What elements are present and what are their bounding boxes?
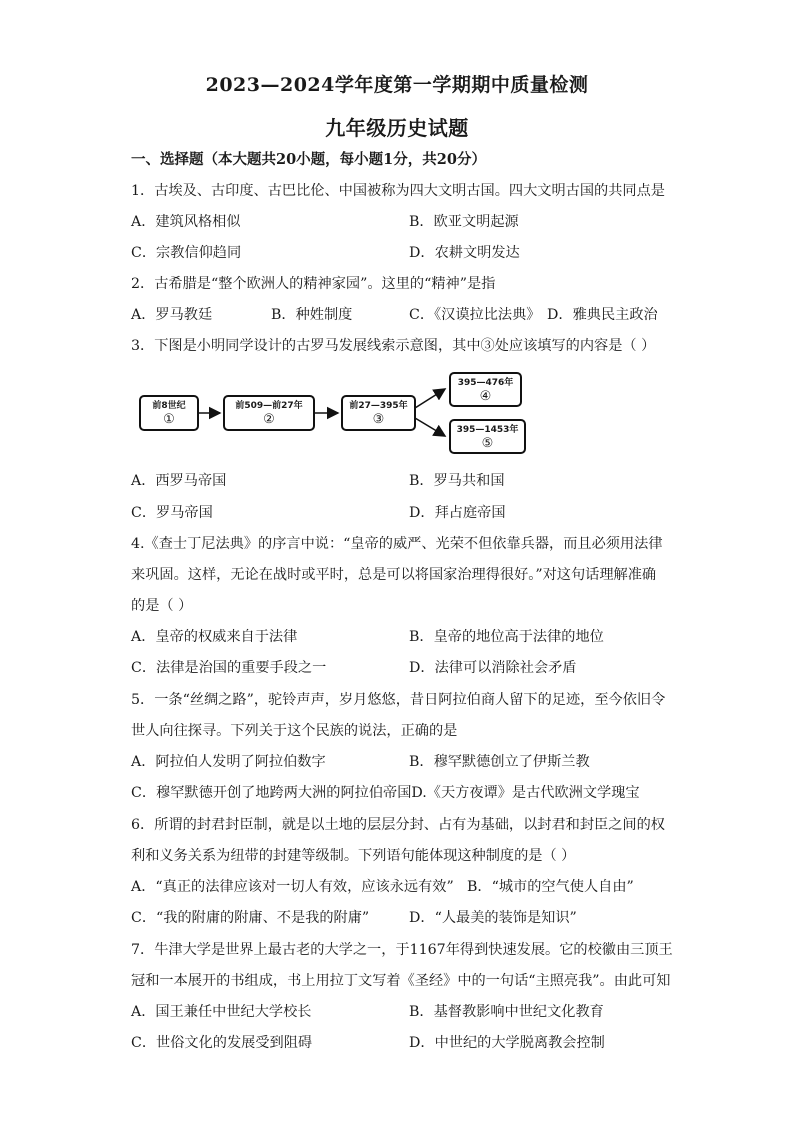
question-4-option-d: D．法律可以消除社会矛盾 — [409, 660, 577, 676]
question-4-option-c: C．法律是治国的重要手段之一 — [131, 660, 327, 676]
timeline-box-5-label: ⑤ — [481, 436, 494, 451]
exam-subtitle: 九年级历史试题 — [325, 116, 469, 140]
question-1-stem: 1．古埃及、古印度、古巴比伦、中国被称为四大文明古国。四大文明古国的共同点是 — [131, 183, 665, 199]
timeline-box-1 — [139, 395, 199, 431]
question-1-option-d: D．农耕文明发达 — [409, 245, 520, 261]
question-5-stem-line1: 5．一条“丝绸之路”，驼铃声声，岁月悠悠，昔日阿拉伯商人留下的足迹，至今依旧令 — [131, 692, 666, 708]
question-6-stem-line2: 利和义务关系为纽带的封建等级制。下列语句能体现这种制度的是（ ） — [131, 848, 576, 864]
timeline-box-5-date: 395—1453年 — [456, 425, 519, 435]
question-6-option-b: B．“城市的空气使人自由” — [467, 879, 634, 895]
question-5-option-b: B．穆罕默德创立了伊斯兰教 — [409, 754, 590, 770]
question-1-options-row2 — [131, 243, 671, 263]
question-7-stem-line1: 7．牛津大学是世界上最古老的大学之一，于1167年得到快速发展。它的校徽由三顶王 — [131, 942, 673, 958]
question-4-stem-line3: 的是（ ） — [131, 598, 193, 614]
question-6-options-row2 — [131, 908, 671, 928]
question-4-stem-line2: 来巩固。这样，无论在战时或平时，总是可以将国家治理得很好。”对这句话理解准确 — [131, 567, 657, 583]
question-1-option-c: C．宗教信仰趋同 — [131, 245, 242, 261]
exam-title: 2023—2024学年度第一学期期中质量检测 — [205, 74, 589, 96]
question-7-option-d: D．中世纪的大学脱离教会控制 — [409, 1035, 605, 1051]
question-2-options — [131, 305, 671, 325]
question-4-option-a: A．皇帝的权威来自于法律 — [131, 629, 298, 645]
question-2-stem: 2．古希腊是“整个欧洲人的精神家园”。这里的“精神”是指 — [131, 276, 496, 292]
question-4-options-row1 — [131, 627, 671, 647]
section-heading: 一、选择题（本大题共20小题，每小题1分，共20分） — [131, 151, 486, 168]
question-5-options-row2: C．穆罕默德开创了地跨两大洲的阿拉伯帝国D.《天方夜谭》是古代欧洲文学瑰宝 — [131, 785, 640, 801]
question-7-option-a: A．国王兼任中世纪大学校长 — [131, 1004, 312, 1020]
timeline-box-3-label: ③ — [372, 412, 385, 427]
timeline-box-2-date: 前509—前27年 — [235, 401, 303, 411]
question-3-option-c: C．罗马帝国 — [131, 505, 213, 521]
timeline-box-2-label: ② — [263, 412, 275, 427]
question-3-stem: 3．下图是小明同学设计的古罗马发展线索示意图，其中③处应该填写的内容是（ ） — [131, 338, 656, 354]
timeline-box-5 — [449, 419, 526, 454]
question-4-options-row2 — [131, 658, 671, 678]
question-5-options-row1 — [131, 752, 671, 772]
question-7-stem-line2: 冠和一本展开的书组成，书上用拉丁文写着《圣经》中的一句话“主照亮我”。由此可知 — [131, 973, 671, 989]
question-7-option-c: C．世俗文化的发展受到阻碍 — [131, 1035, 313, 1051]
timeline-box-1-date: 前8世纪 — [152, 401, 186, 411]
timeline-box-4-date: 395—476年 — [457, 378, 514, 388]
timeline-box-3-date: 前27—395年 — [349, 401, 408, 411]
question-7-options-row2 — [131, 1033, 671, 1053]
question-3-option-a: A．西罗马帝国 — [131, 473, 227, 489]
question-6-stem-line1: 6．所谓的封君封臣制，就是以土地的层层分封、占有为基础，以封君和封臣之间的权 — [131, 817, 665, 833]
question-6-option-d: D．“人最美的装饰是知识” — [409, 910, 577, 926]
question-5-stem-line2: 世人向往探寻。下列关于这个民族的说法，正确的是 — [131, 723, 458, 739]
arrow-3-4 — [415, 389, 445, 408]
question-2-option-b: B．种姓制度 — [271, 307, 353, 323]
question-3-options-row2 — [131, 503, 671, 523]
question-6-option-a: A．“真正的法律应该对一切人有效，应该永远有效” — [131, 879, 454, 895]
question-3-option-d: D．拜占庭帝国 — [409, 505, 506, 521]
rome-timeline-diagram — [131, 368, 551, 460]
question-6-option-c: C．“我的附庸的附庸、不是我的附庸” — [131, 910, 370, 926]
question-6-options-row1 — [131, 877, 671, 897]
question-2-option-c: C．《汉谟拉比法典》 — [409, 307, 541, 323]
question-7-options-row1 — [131, 1002, 671, 1022]
question-1-option-a: A．建筑风格相似 — [131, 214, 241, 230]
question-7-option-b: B．基督教影响中世纪文化教育 — [409, 1004, 604, 1020]
timeline-box-4-label: ④ — [479, 389, 492, 404]
question-2-option-a: A．罗马教廷 — [131, 307, 213, 323]
arrow-3-5 — [415, 418, 445, 436]
question-2-option-d: D．雅典民主政治 — [547, 307, 658, 323]
question-3-options-row1 — [131, 471, 671, 491]
question-5-option-a: A．阿拉伯人发明了阿拉伯数字 — [131, 754, 326, 770]
question-3-option-b: B．罗马共和国 — [409, 473, 505, 489]
timeline-box-2 — [223, 395, 315, 431]
question-1-options-row1 — [131, 212, 671, 232]
timeline-box-1-label: ① — [163, 412, 175, 427]
timeline-box-3 — [341, 395, 416, 431]
question-1-option-b: B．欧亚文明起源 — [409, 214, 519, 230]
question-4-option-b: B．皇帝的地位高于法律的地位 — [409, 629, 604, 645]
timeline-box-4 — [449, 372, 522, 407]
question-4-stem-line1: 4.《查士丁尼法典》的序言中说：“皇帝的威严、光荣不但依靠兵器，而且必须用法律 — [131, 536, 663, 552]
